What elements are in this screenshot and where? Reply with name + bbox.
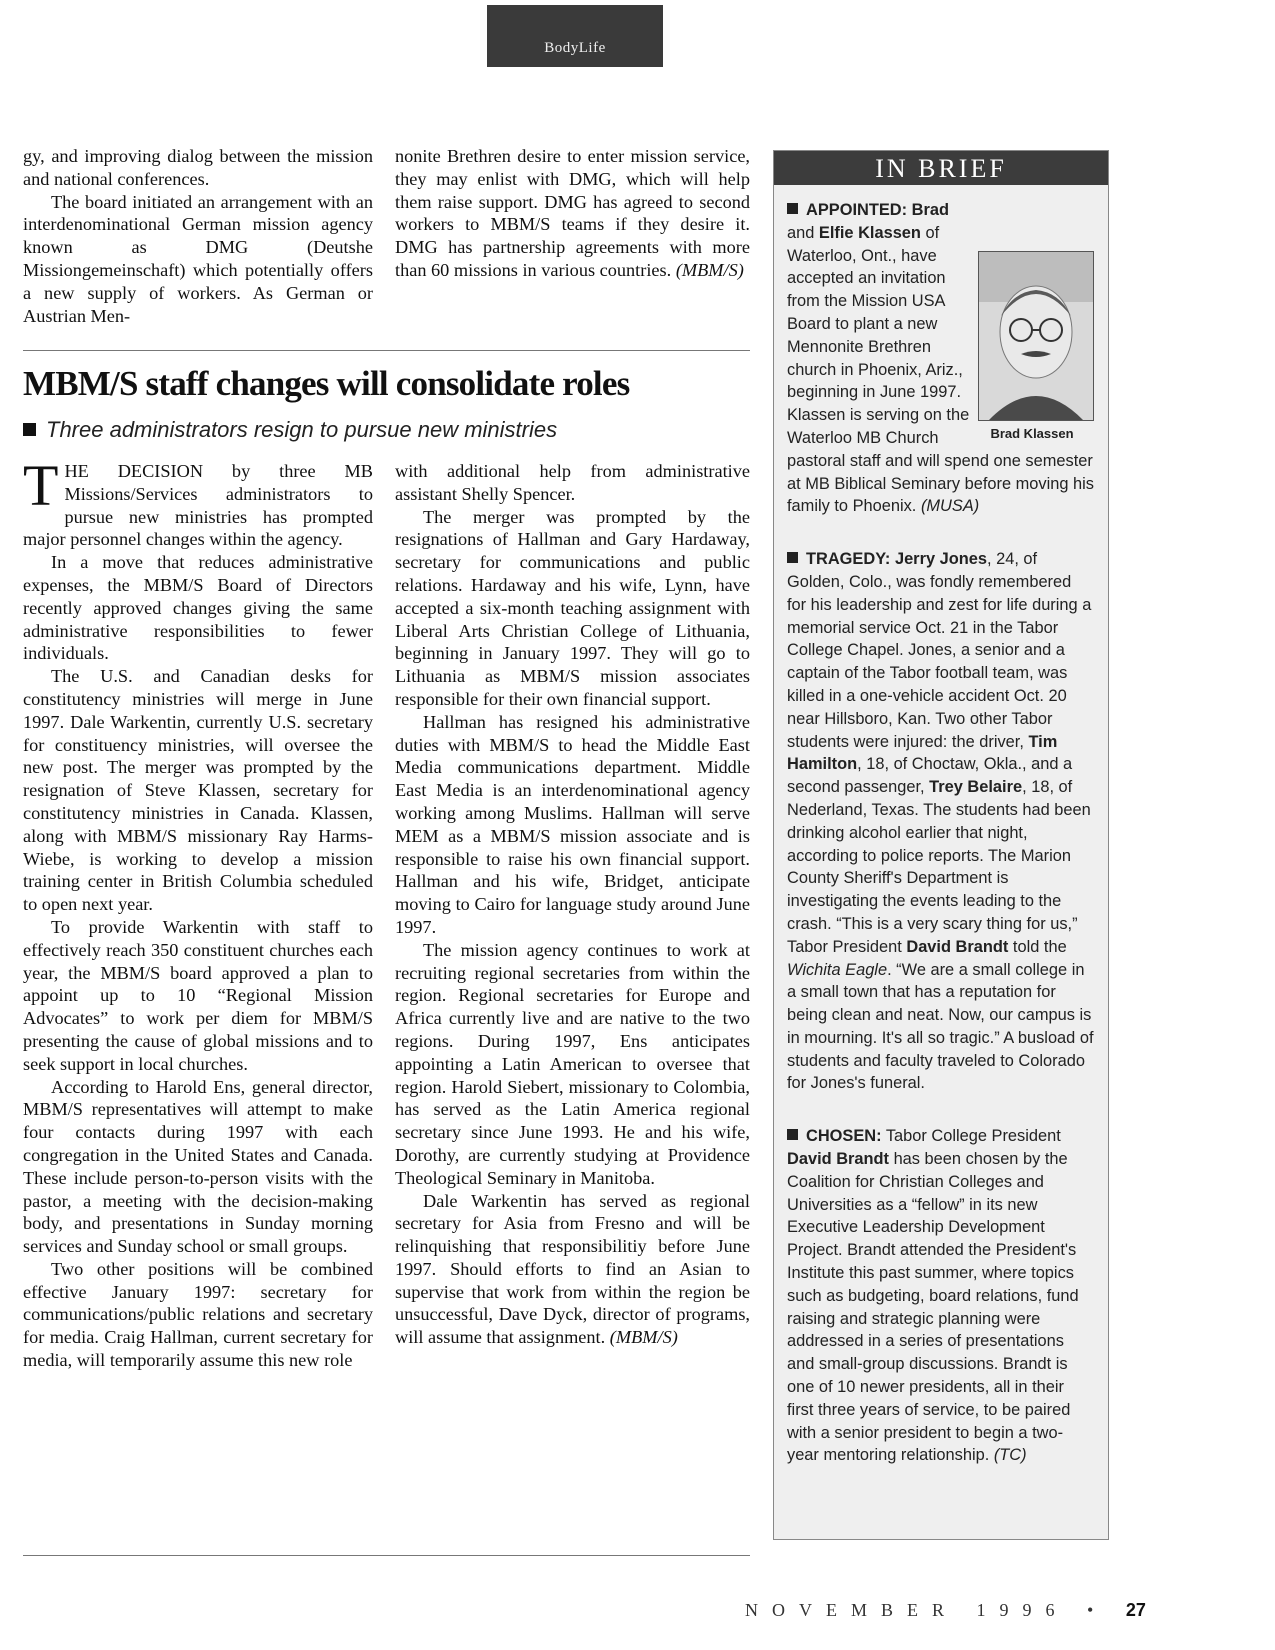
brief-item-chosen: CHOSEN: Tabor College President David Brandt has been chosen by the Coalition for Christian Colleges and Universities as a “fellow” in its new Executive Leadership Development Project. Brandt attended the President's Institute this past summer, where topics such as budgeting, board relations, fund raising and strategic planning were addressed in a series of presentations and small-group discussions. Brandt is one of 10 newer presidents, all in their first three years of service, to be paired with a senior president to begin a two-year mentoring relationship. (TC)	[787, 1127, 1079, 1465]
section-header: BodyLife	[487, 5, 663, 67]
paragraph: The merger was prompted by the resignations of Hallman and Gary Hardaway, secretary for communications and public relations. Hardaway and his wife, Lynn, have accepted a six-month teaching assignment with Liberal Arts Christian College of Lithuania, beginning in January 1997. They will go to Lithuania as MBM/S mission associates responsible for their own financial support.	[395, 506, 750, 709]
photo-figure	[978, 251, 1094, 446]
paragraph: with additional help from administrative assistant Shelly Spencer.	[395, 461, 750, 504]
square-bullet-icon	[787, 1129, 798, 1140]
credit: (MBM/S)	[609, 1327, 678, 1348]
paragraph: The U.S. and Canadian desks for constitutency ministries will merge in June 1997. Dale Warkentin, currently U.S. secretary for constituency ministries, will oversee the new post. The merger was prompted by the resignation of Steve Klassen, secretary for constitutency ministries in Canada. Klassen, along with MBM/S missionary Ray Harms-Wiebe, is working to develop a mission training center in British Columbia scheduled to open next year.	[23, 666, 373, 915]
paragraph: Dale Warkentin has served as regional secretary for Asia from Fresno and will be relinquishing that responsibilitiy before June 1997. Should efforts to find an Asian to supervise that work from within the region be unsuccessful, Dave Dyck, director of programs, will assume that assignment. (MBM/S)	[395, 1190, 750, 1348]
in-brief-sidebar	[773, 150, 1109, 1540]
brief-item-appointed: Brad Klassen APPOINTED: Brad and Elfie Klassen of Waterloo, Ont., have accepted an invitation from the Mission USA Board to plant a new Mennonite Brethren church in Phoenix, Ariz., beginning in June 1997. Klassen is serving on the Waterloo MB Church pastoral staff and will spend one semester at MB Biblical Seminary before moving his family to Phoenix. (MUSA)	[787, 201, 1094, 516]
photo-caption: Brad Klassen	[990, 426, 1074, 441]
brief-item-tragedy: TRAGEDY: Jerry Jones, 24, of Golden, Colo., was fondly remembered for his leadership and zest for life during a memorial service Oct. 21 in the Tabor College Chapel. Jones, a senior and a captain of the Tabor football team, was killed in a one-vehicle accident Oct. 20 near Hillsboro, Kan. Two other Tabor students were injured: the driver, Tim Hamilton, 18, of Choctaw, Okla., and a second passenger, Trey Belaire, 18, of Nederland, Texas. The students had been drinking alcohol earlier that night, according to police reports. The Marion County Sheriff's Department is investigating the events leading to the crash. “This is a very scary thing for us,” Tabor President David Brandt told the Wichita Eagle. “We are a small college in a small town that has a reputation for being clean and neat. Now, our campus is in mourning. It's all so tragic.” A busload of students and faculty traveled to Colorado for Jones's funeral.	[787, 550, 1094, 1093]
article-column-1	[23, 453, 374, 1372]
paragraph: In a move that reduces administrative expenses, the MBM/S Board of Directors recently approved changes giving the same administrative responsibilities to fewer individuals.	[23, 552, 373, 664]
paragraph: gy, and improving dialog between the mission and national conferences.	[23, 146, 373, 189]
lead-paragraph: THE DECISION by three MB Missions/Services administrators to pursue new ministries has prompted major personnel changes within the agency.	[23, 453, 374, 550]
paragraph: According to Harold Ens, general director, MBM/S representatives will attempt to make four contacts during 1997 with each congregation in the United States and Canada. These include person-to-person visits with the pastor, a meeting with the decision-making body, and presentations in Sunday morning services and Sunday school or small groups.	[23, 1076, 373, 1257]
continuation-column-2	[395, 145, 750, 282]
paragraph: nonite Brethren desire to enter mission service, they may enlist with DMG, which will help them raise support. DMG has agreed to second workers to MBM/S teams if they desire it. DMG has partnership agreements with more than 60 missions in various countries. (MBM/S)	[395, 146, 750, 280]
portrait-photo	[978, 251, 1094, 421]
issue-date: NOVEMBER 1996	[745, 1600, 1069, 1620]
divider	[23, 1555, 750, 1556]
paragraph: Two other positions will be combined effective January 1997: secretary for communications/public relations and secretary for media. Craig Hallman, current secretary for media, will temporarily assume this new role	[23, 1258, 373, 1371]
divider	[23, 350, 750, 351]
continuation-column-1	[23, 145, 373, 327]
article-deck: Three administrators resign to pursue new ministries	[23, 417, 750, 443]
article-column-2	[395, 460, 750, 1349]
page-number: 27	[1125, 1600, 1146, 1620]
drop-cap: T	[23, 453, 59, 518]
footer-separator: •	[1087, 1600, 1108, 1620]
square-bullet-icon	[787, 552, 798, 563]
in-brief-title: IN BRIEF	[774, 151, 1108, 185]
paragraph: The board initiated an arrangement with an interdenominational German mission agency known as DMG (Deutshe Missiongemeinschaft) which potentially offers a new supply of workers. As German or Austrian Men-	[23, 191, 373, 326]
paragraph: To provide Warkentin with staff to effectively reach 350 constituent churches each year, the MBM/S board approved a plan to appoint up to 10 “Regional Mission Advocates” to work per diem for MBM/S presenting the cause of global missions and to seek support in local churches.	[23, 916, 373, 1074]
paragraph: The mission agency continues to work at recruiting regional secretaries from within the region. Regional secretaries for Europe and Africa currently live and are native to the two regions. During 1997, Ens anticipates appointing a Latin American to oversee that region. Harold Siebert, missionary to Colombia, has served as the Latin America regional secretary since June 1993. He and his wife, Dorothy, are currently studying at Providence Theological Seminary in Manitoba.	[395, 939, 750, 1188]
page-footer	[745, 1600, 1146, 1621]
square-bullet-icon	[23, 423, 36, 436]
paragraph: Hallman has resigned his administrative duties with MBM/S to head the Middle East Media communications department. Middle East Media is an interdenominational agency working among Muslims. Hallman will serve MEM as a MBM/S mission associate and is responsible to raise his own financial support. Hallman and his wife, Bridget, anticipate moving to Cairo for language study around June 1997.	[395, 711, 750, 937]
square-bullet-icon	[787, 203, 798, 214]
portrait-illustration	[979, 252, 1093, 420]
credit: (MBM/S)	[675, 259, 744, 280]
article-headline: MBM/S staff changes will consolidate roles	[23, 364, 630, 403]
